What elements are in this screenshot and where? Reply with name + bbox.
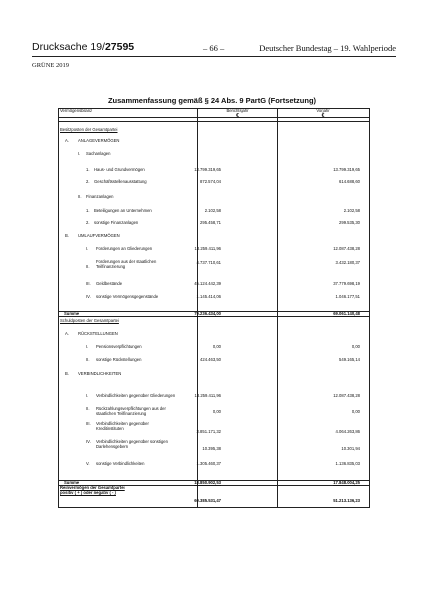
- row-label: B.: [65, 371, 69, 376]
- row-title: Finanzanlagen: [86, 194, 114, 199]
- doc-number: 27595: [104, 41, 135, 53]
- net-assets-title: Reinvermögen der Gesamtpartei: [60, 485, 125, 490]
- currency-current: €: [236, 113, 239, 119]
- value-previous: 0,00: [351, 409, 360, 414]
- row-title: sonstige Rückstellungen: [96, 357, 142, 362]
- row-label: II.: [86, 406, 90, 411]
- row-label: 2.: [86, 179, 90, 184]
- row-title: Rückzahlungsverpflichtungen aus der: [96, 406, 166, 411]
- section-liabilities: Schuldposten der Gesamtpartei: [60, 318, 119, 323]
- value-current: 872.574,04: [200, 179, 221, 184]
- row-label: A.: [65, 138, 69, 143]
- row-label: 2.: [86, 220, 90, 225]
- row-label: I.: [86, 393, 89, 398]
- value-previous: 13.799.319,65: [333, 167, 360, 172]
- row-divider: [58, 121, 370, 122]
- row-title: Teilfinanzierung: [96, 264, 126, 269]
- document-number: [32, 41, 134, 53]
- value-previous: 10.301,94: [341, 446, 360, 451]
- doc-label: Drucksache 19/: [32, 41, 105, 53]
- col-header-label: Vermögensbilanz: [60, 108, 93, 113]
- row-label: III.: [86, 421, 91, 426]
- value-current: 424.463,50: [200, 357, 221, 362]
- value-previous: 1.136.835,03: [335, 461, 360, 466]
- row-title: Beteiligungen an Unternehmen: [94, 208, 152, 213]
- sum-liabilities-current: 18.850.902,53: [194, 479, 221, 485]
- row-label: II.: [86, 264, 90, 269]
- row-title: UMLAUFVERMÖGEN: [78, 233, 120, 238]
- value-current: 45.124.442,39: [194, 281, 221, 286]
- value-current: 10.395,38: [202, 446, 221, 451]
- value-current: 3.851.171,32: [196, 429, 221, 434]
- value-current: 2.102,58: [204, 208, 221, 213]
- sum-assets-previous: 69.061.140,48: [333, 310, 360, 316]
- net-assets-sign: positiv ( + ) oder negativ ( - ): [60, 490, 116, 495]
- row-title: Verbindlichkeiten gegenüber sonstigen: [96, 439, 168, 444]
- section-assets: Besitzposten der Gesamtpartei: [60, 127, 118, 132]
- row-title: Kreditinstituten: [96, 426, 124, 431]
- value-current: 295.458,71: [200, 220, 221, 225]
- value-previous: 299.535,30: [339, 220, 360, 225]
- row-title: VERBINDLICHKEITEN: [78, 371, 122, 376]
- row-label: I.: [86, 246, 89, 251]
- value-current: 13.259.411,96: [194, 393, 221, 398]
- row-title: sonstige Vermögensgegenstände: [96, 294, 159, 299]
- page-header: [32, 40, 396, 57]
- row-title: ANLAGEVERMÖGEN: [78, 138, 120, 143]
- value-current: 4.737.710,61: [196, 260, 221, 265]
- row-title: RÜCKSTELLUNGEN: [78, 331, 118, 336]
- page-title: Zusammenfassung gemäß § 24 Abs. 9 PartG (Fortsetzung): [107, 96, 317, 105]
- value-previous: 4.064.263,86: [335, 429, 360, 434]
- row-label: II.: [78, 194, 82, 199]
- row-title: staatlichen Teilfinanzierung: [96, 411, 147, 416]
- column-divider: [277, 108, 278, 508]
- value-previous: 3.432.180,37: [335, 260, 360, 265]
- sum-liabilities-previous: 17.848.004,25: [333, 479, 360, 485]
- sum-label: Summe: [64, 310, 80, 316]
- row-label: A.: [65, 331, 69, 336]
- net-assets-previous: 51.213.136,23: [333, 498, 360, 503]
- row-title: Darlehensgebern: [96, 444, 129, 449]
- value-previous: 549.165,14: [339, 357, 360, 362]
- row-title: Forderungen an Gliederungen: [96, 246, 153, 251]
- row-title: Geldbestände: [96, 281, 123, 286]
- sum-assets-current: 79.236.434,00: [194, 310, 221, 316]
- publisher: Deutscher Bundestag – 19. Wahlperiode: [259, 43, 396, 53]
- row-title: Verbindlichkeiten gegenüber: [96, 421, 149, 426]
- currency-previous: €: [321, 113, 325, 119]
- value-previous: 12.087.438,28: [333, 246, 360, 251]
- value-current: 13.799.319,65: [194, 167, 221, 172]
- row-label: 1.: [86, 208, 90, 213]
- value-current: 0,00: [212, 409, 221, 414]
- row-label: II.: [86, 357, 90, 362]
- balance-table: [58, 108, 370, 508]
- col-header-current: Berichtsjahr: [226, 108, 249, 113]
- row-title: Geschäftsstellenausstattung: [94, 179, 147, 184]
- sum-label: Summe: [64, 479, 80, 485]
- row-label: B.: [65, 233, 69, 238]
- row-label: I.: [86, 344, 89, 349]
- value-current: 1.305.460,37: [196, 461, 221, 466]
- value-current: 0,00: [212, 344, 221, 349]
- row-title: Forderungen aus der staatlichen: [96, 259, 157, 264]
- row-title: sonstige Verbindlichkeiten: [96, 461, 145, 466]
- value-previous: 12.087.438,28: [333, 393, 360, 398]
- row-label: III.: [86, 281, 91, 286]
- row-label: I.: [78, 151, 81, 156]
- value-previous: 2.102,58: [343, 208, 360, 213]
- page-number: – 66 –: [203, 43, 225, 53]
- col-header-previous: Vorjahr: [316, 108, 330, 113]
- value-previous: 1.046.177,51: [335, 294, 360, 299]
- row-label: V.: [86, 461, 90, 466]
- party-label: GRÜNE 2019: [32, 62, 70, 69]
- row-title: Sachanlagen: [86, 151, 111, 156]
- row-label: IV.: [86, 439, 91, 444]
- row-title: sonstige Finanzanlagen: [94, 220, 139, 225]
- value-previous: 614.688,60: [339, 179, 360, 184]
- net-assets-current: 60.385.531,47: [194, 498, 221, 503]
- value-current: 1.145.414,06: [196, 294, 221, 299]
- value-current: 13.259.411,96: [194, 246, 221, 251]
- row-title: Haus- und Grundvermögen: [94, 167, 145, 172]
- row-title: Pensionsverpflichtungen: [96, 344, 142, 349]
- value-previous: 37.779.698,19: [333, 281, 360, 286]
- row-label: 1.: [86, 167, 90, 172]
- value-previous: 0,00: [351, 344, 360, 349]
- row-title: Verbindlichkeiten gegenüber Gliederungen: [96, 393, 176, 398]
- row-label: IV.: [86, 294, 91, 299]
